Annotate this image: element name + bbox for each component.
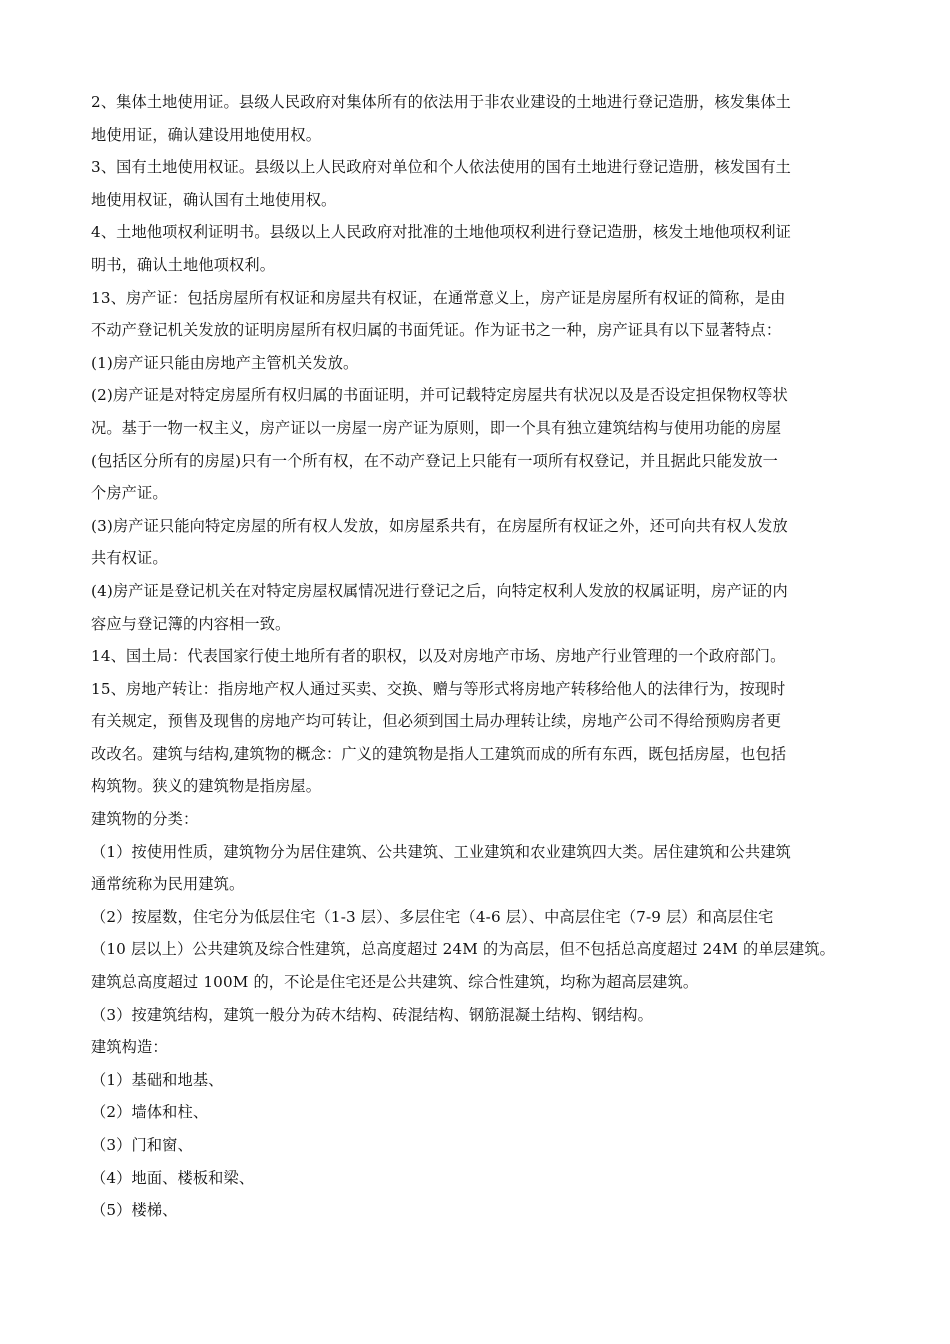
text-line: 个房产证。 (91, 484, 168, 503)
text-line: 况。基于一物一权主义，房产证以一房屋一房产证为原则，即一个具有独立建筑结构与使用功能的房屋 (91, 418, 782, 437)
text-line: 15、房地产转让：指房地产权人通过买卖、交换、赠与等形式将房地产转移给他人的法律行为，按现时 (91, 679, 786, 698)
text-line: 通常统称为民用建筑。 (91, 875, 245, 894)
text-line: （1）基础和地基、 (91, 1070, 224, 1089)
text-line: （3）按建筑结构，建筑一般分为砖木结构、砖混结构、钢筋混凝土结构、钢结构。 (91, 1005, 653, 1024)
text-line: 13、房产证：包括房屋所有权证和房屋共有权证，在通常意义上，房产证是房屋所有权证的简称，是由 (91, 288, 786, 307)
text-line: （2）墙体和柱、 (91, 1103, 209, 1122)
text-line: 14、国土局：代表国家行使土地所有者的职权，以及对房地产市场、房地产行业管理的一个政府部门。 (91, 647, 786, 666)
text-line: 地使用权证，确认国有土地使用权。 (91, 190, 337, 209)
text-line: 地使用证，确认建设用地使用权。 (91, 125, 322, 144)
text-line: （1）按使用性质，建筑物分为居住建筑、公共建筑、工业建筑和农业建筑四大类。居住建筑和公共建筑 (91, 842, 791, 861)
text-line: 建筑构造： (91, 1038, 168, 1057)
text-line: (4)房产证是登记机关在对特定房屋权属情况进行登记之后，向特定权利人发放的权属证明，房产证的内 (91, 581, 788, 600)
text-line: 改改名。建筑与结构,建筑物的概念：广义的建筑物是指人工建筑而成的所有东西，既包括房屋，也包括 (91, 744, 787, 763)
text-line: 共有权证。 (91, 549, 168, 568)
document-body (91, 86, 871, 1227)
text-line: 3、国有土地使用权证。县级以上人民政府对单位和个人依法使用的国有土地进行登记造册，核发国有土 (91, 158, 791, 177)
text-line: (3)房产证只能向特定房屋的所有权人发放，如房屋系共有，在房屋所有权证之外，还可向共有权人发放 (91, 516, 788, 535)
text-line: 4、土地他项权利证明书。县级以上人民政府对批准的土地他项权利进行登记造册，核发土地他项权利证 (91, 223, 791, 242)
text-line: 建筑总高度超过 100M 的，不论是住宅还是公共建筑、综合性建筑，均称为超高层建筑。 (91, 973, 699, 992)
text-line: 不动产登记机关发放的证明房屋所有权归属的书面凭证。作为证书之一种，房产证具有以下显著特点： (91, 321, 782, 340)
text-line: （10 层以上）公共建筑及综合性建筑，总高度超过 24M 的为高层，但不包括总高度超过 24M 的单层建筑。 (91, 940, 836, 959)
text-line: （4）地面、楼板和梁、 (91, 1168, 255, 1187)
text-line: 容应与登记簿的内容相一致。 (91, 614, 291, 633)
text-line: (包括区分所有的房屋)只有一个所有权，在不动产登记上只能有一项所有权登记，并且据此只能发放一 (91, 451, 779, 470)
text-line: (1)房产证只能由房地产主管机关发放。 (91, 353, 359, 372)
text-line: 2、集体土地使用证。县级人民政府对集体所有的依法用于非农业建设的土地进行登记造册，核发集体土 (91, 93, 791, 111)
text-line: 明书，确认土地他项权利。 (91, 255, 276, 274)
text-line: （2）按屋数，住宅分为低层住宅（1-3 层）、多层住宅（4-6 层）、中高层住宅（7-9 层）和高层住宅 (91, 907, 774, 926)
text-line: (2)房产证是对特定房屋所有权归属的书面证明，并可记载特定房屋共有状况以及是否设定担保物权等状 (91, 386, 788, 405)
text-line: 有关规定，预售及现售的房地产均可转让，但必须到国土局办理转让续，房地产公司不得给预购房者更 (91, 712, 782, 731)
text-line: 构筑物。狭义的建筑物是指房屋。 (91, 777, 322, 796)
text-line: （3）门和窗、 (91, 1136, 193, 1154)
text-line: 建筑物的分类： (91, 810, 199, 829)
text-line: （5）楼梯、 (91, 1201, 178, 1220)
